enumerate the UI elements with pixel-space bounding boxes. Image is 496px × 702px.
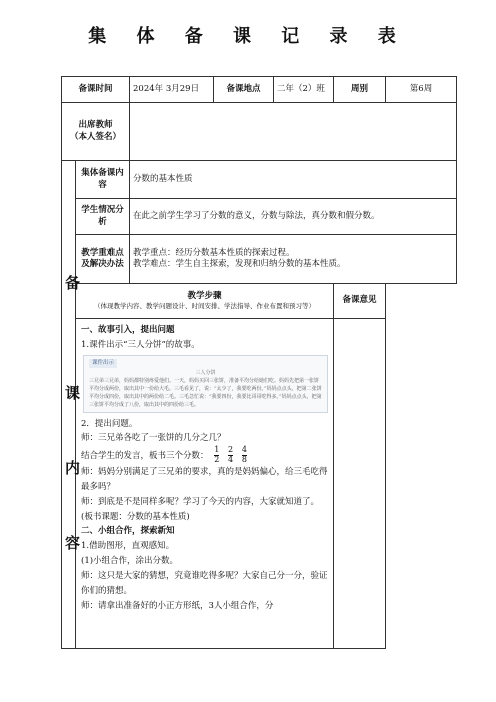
s2-line3: 师：这只是大家的猜想，究竟谁吃得多呢？大家自己分一分，验证你们的猜想。 — [81, 571, 328, 596]
record-table — [61, 76, 457, 649]
excerpt-title: 三人分饼 — [195, 369, 216, 376]
s1-line5: 师：妈妈分别满足了三兄弟的要求，真的是妈妈偏心，给三毛吃得最多吗？ — [81, 466, 328, 492]
s2-line1: 1.借助图形，直观感知。 — [81, 541, 175, 552]
difficult-point: 教学难点：学生自主探索，发现和归纳分数的基本性质。 — [133, 259, 346, 269]
page-title: 集 体 备 课 记 录 表 — [88, 26, 408, 47]
attendees-signature-area[interactable] — [130, 103, 457, 161]
excerpt-text: 三兄弟三兄弟，妈妈都特别疼爱他们。一天，妈妈买回三张饼，准备平均分给她们吃。妈妈先把第一张饼平均分成两份，取出其中一份给大毛。三毛看见了，说：“太少了，我要吃两份。”妈妈点点头，把第二张饼平均分成四份，取出其中的两份给二毛。三毛急忙说：“我要四份，我要比哥哥吃得多。”妈妈点点头，把第三张饼平均分成了八份，取出其中的四份给三毛。 — [89, 377, 322, 408]
steps-subheading: （体现教学内容、教学问题设计、时间安排、学法指导、作业布置和预习等） — [94, 302, 315, 311]
teaching-steps-content — [76, 319, 334, 649]
s1-line1: 1.课件出示“三人分饼”的故事。 — [81, 339, 200, 350]
notes-heading: 备课意见 — [334, 284, 386, 319]
s1-line4: 结合学生的发言，板书三个分数： — [81, 451, 209, 462]
s2-line2: (1)小组合作，涂出分数。 — [81, 556, 179, 567]
place-value: 二年（2）班 — [274, 77, 334, 103]
steps-header — [76, 284, 334, 319]
student-value: 在此之前学生学习了分数的意义，分数与除法，真分数和假分数。 — [130, 199, 457, 235]
fraction-3: $\frac{4}{8}$ — [241, 445, 247, 465]
attendees-label: 出席教师 （本人签名） — [62, 103, 130, 161]
side-char-2: 课 — [65, 384, 81, 402]
side-char-1: 备 — [65, 274, 81, 292]
notes-area[interactable] — [334, 319, 386, 649]
side-char-3: 内 — [65, 459, 81, 477]
excerpt-tag: 课件出示 — [89, 359, 117, 368]
key-point: 教学重点：经历分数基本性质的探索过程。 — [133, 247, 295, 258]
side-char-4: 容 — [65, 534, 81, 552]
key-label: 教学重难点及解决办法 — [76, 235, 130, 284]
story-excerpt — [83, 355, 328, 413]
steps-heading: 教学步骤 — [187, 290, 222, 301]
time-label: 备课时间 — [62, 77, 130, 103]
s2-title: 二、小组合作，探索新知 — [81, 526, 175, 537]
key-points — [130, 235, 457, 284]
student-label: 学生情况分析 — [76, 199, 130, 235]
time-value: 2024年 3月29日 — [130, 77, 214, 103]
s1-line3: 师：三兄弟各吃了一张饼的几分之几？ — [81, 433, 226, 444]
topic-label: 集体备课内容 — [76, 161, 130, 199]
s1-line2: 2．提出问题。 — [81, 418, 138, 429]
week-label: 周别 — [334, 77, 386, 103]
side-label — [62, 161, 81, 649]
topic-value: 分数的基本性质 — [130, 161, 457, 199]
week-value: 第6周 — [386, 77, 457, 103]
fraction-2: $\frac{2}{4}$ — [228, 445, 234, 465]
place-label: 备课地点 — [214, 77, 274, 103]
s1-title: 一、故事引入，提出问题 — [81, 325, 175, 335]
s1-line4-with-fractions — [81, 446, 328, 465]
s1-line6: 师：到底是不是同样多呢？学习了今天的内容，大家就知道了。(板书课题：分数的基本性质) — [81, 496, 320, 522]
s2-line4: 师：请拿出准备好的小正方形纸，3人小组合作，分 — [81, 600, 274, 611]
fraction-1: $\frac{1}{2}$ — [214, 445, 220, 465]
